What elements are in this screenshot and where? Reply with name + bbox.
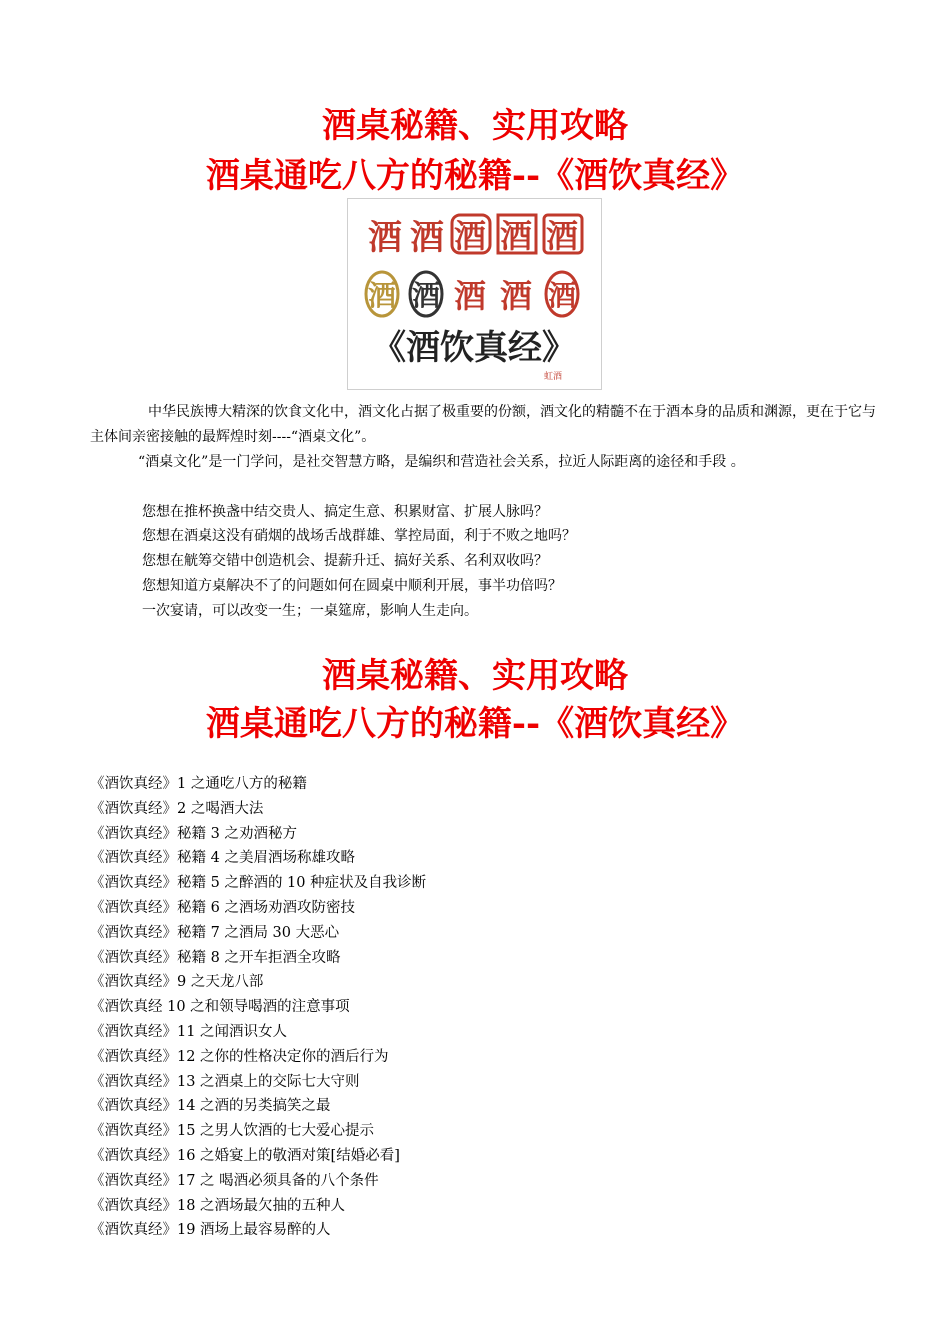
- toc-item: 《酒饮真经》9 之天龙八部: [90, 974, 264, 991]
- question-line: 您想在推杯换盏中结交贵人、搞定生意、积累财富、扩展人脉吗？: [142, 504, 548, 520]
- seal-row-1: [368, 215, 582, 258]
- page-title: 酒桌秘籍、实用攻略: [322, 106, 628, 146]
- seal-glyph: 酒: [368, 279, 397, 312]
- toc-item: 《酒饮真经》秘籍 4 之美眉酒场称雄攻略: [90, 850, 355, 867]
- intro-paragraph-1: [90, 400, 880, 450]
- intro-text-1: 中华民族博大精深的饮食文化中，酒文化占据了极重要的份额，酒文化的精髓不在于酒本身的品质和渊源，更在于它与主体间亲密接触的最辉煌时刻----“酒桌文化”。: [90, 404, 876, 445]
- seal-glyph: 酒: [410, 218, 444, 258]
- logo-small-mark: 虹酒: [544, 372, 563, 382]
- question-line: 您想知道方桌解决不了的问题如何在圆桌中顺利开展，事半功倍吗？: [142, 578, 562, 594]
- page-subtitle: 酒桌通吃八方的秘籍--《酒饮真经》: [205, 156, 745, 196]
- toc-item: 《酒饮真经》13 之酒桌上的交际七大守则: [90, 1073, 360, 1090]
- intro-paragraph-2: “酒桌文化”是一门学问，是社交智慧方略，是编织和营造社会关系，拉近人际距离的途径和手段 。: [138, 454, 745, 470]
- toc-item: 《酒饮真经》2 之喝酒大法: [90, 800, 264, 817]
- question-line: 您想在觥筹交错中创造机会、提薪升迁、搞好关系、名利双收吗？: [142, 553, 548, 569]
- section-title: 酒桌秘籍、实用攻略: [322, 656, 628, 696]
- seal-glyph: 酒: [500, 277, 533, 315]
- toc-item: 《酒饮真经》秘籍 3 之劝酒秘方: [90, 825, 297, 842]
- seal-glyph: 酒: [454, 277, 487, 315]
- toc-item: 《酒饮真经》1 之通吃八方的秘籍: [90, 776, 307, 792]
- toc-item: 《酒饮真经》16 之婚宴上的敬酒对策[结婚必看]: [90, 1147, 400, 1164]
- toc-item: 《酒饮真经》11 之闻酒识女人: [90, 1023, 288, 1040]
- seal-glyph: 酒: [546, 217, 579, 255]
- table-of-contents: [90, 772, 850, 1243]
- toc-item: 《酒饮真经》18 之酒场最欠抽的五种人: [90, 1197, 346, 1214]
- section-subtitle: 酒桌通吃八方的秘籍--《酒饮真经》: [205, 704, 745, 744]
- toc-item: 《酒饮真经》秘籍 7 之酒局 30 大恶心: [90, 924, 340, 941]
- seal-glyph: 酒: [500, 217, 533, 255]
- toc-item: 《酒饮真经》12 之你的性格决定你的酒后行为: [90, 1048, 389, 1065]
- toc-item: 《酒饮真经》19 酒场上最容易醉的人: [90, 1222, 331, 1239]
- toc-item: 《酒饮真经 10 之和领导喝酒的注意事项: [90, 999, 350, 1016]
- book-logo-image: [347, 198, 602, 390]
- logo-caption: 《酒饮真经》: [372, 328, 576, 368]
- question-line: 一次宴请，可以改变一生；一桌筵席，影响人生走向。: [142, 603, 478, 619]
- seal-row-2: [366, 272, 578, 316]
- toc-item: 《酒饮真经》15 之男人饮酒的七大爱心提示: [90, 1123, 375, 1140]
- toc-item: 《酒饮真经》14 之酒的另类搞笑之最: [90, 1098, 331, 1115]
- seal-glyph: 酒: [454, 217, 487, 255]
- question-line: 您想在酒桌这没有硝烟的战场舌战群雄、掌控局面，利于不败之地吗？: [142, 528, 576, 544]
- seal-glyph: 酒: [368, 218, 402, 258]
- seal-glyph: 酒: [412, 279, 441, 312]
- toc-item: 《酒饮真经》17 之 喝酒必须具备的八个条件: [90, 1172, 379, 1189]
- toc-item: 《酒饮真经》秘籍 8 之开车拒酒全攻略: [90, 949, 341, 966]
- toc-item: 《酒饮真经》秘籍 6 之酒场劝酒攻防密技: [90, 899, 355, 916]
- seal-glyph: 酒: [548, 279, 577, 312]
- toc-item: 《酒饮真经》秘籍 5 之醉酒的 10 种症状及自我诊断: [90, 875, 427, 892]
